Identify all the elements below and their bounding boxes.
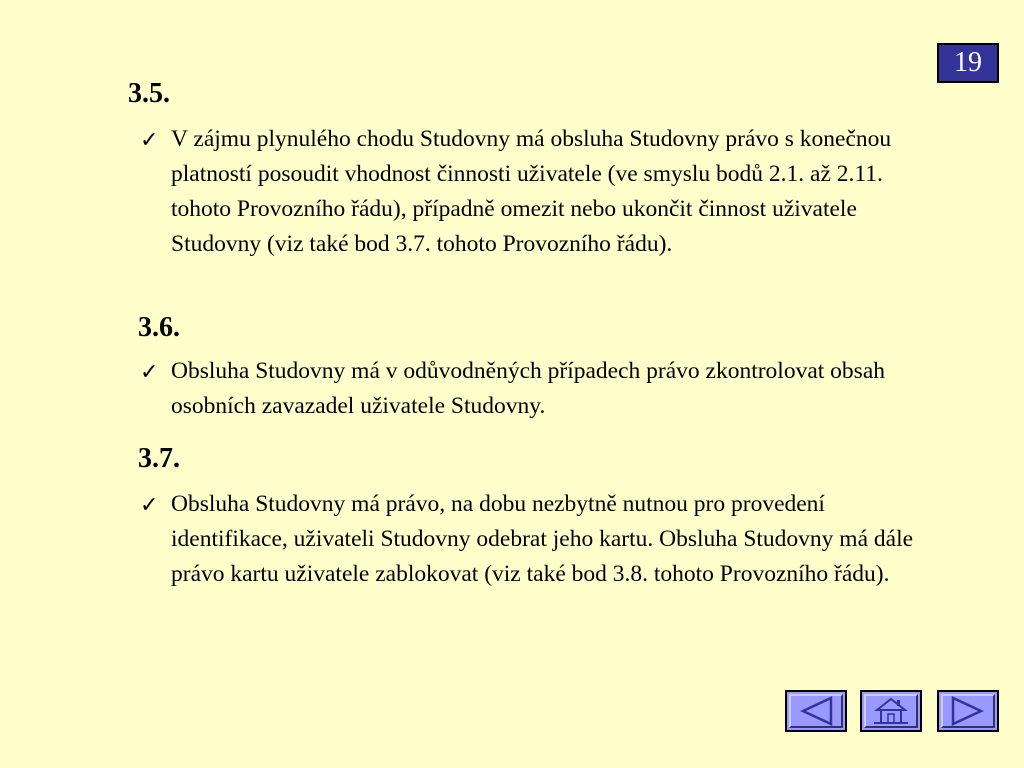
- list-item: [140, 122, 940, 262]
- section-text-3-6: Obsluha Studovny má v odůvodněných případech právo zkontrolovat obsah osobních zavazadel uživatele Studovny.: [171, 358, 885, 419]
- section-text-3-5: V zájmu plynulého chodu Studovny má obsluha Studovny právo s konečnou platností posoudit vhodnost činnosti uživatele (ve smyslu bodů 2.1. až 2.11. tohoto Provozního řádu), případně omezit nebo ukončit činnost uživatele Studovny (viz také bod 3.7. tohoto Provozního řádu).: [171, 126, 892, 257]
- section-heading-3-6: 3.6.: [138, 312, 180, 343]
- next-slide-button[interactable]: [937, 690, 999, 732]
- list-item: [140, 354, 940, 424]
- section-heading-3-7: 3.7.: [138, 443, 180, 474]
- section-text-3-7: Obsluha Studovny má právo, na dobu nezbytně nutnou pro provedení identifikace, uživateli Studovny odebrat jeho kartu. Obsluha Studovny má dále právo kartu uživatele zablokovat (viz také bod 3.8. tohoto Provozního řádu).: [171, 491, 914, 587]
- page-number-badge: 19: [937, 43, 999, 83]
- list-item: [140, 487, 940, 592]
- triangle-right-icon: [939, 692, 997, 730]
- previous-slide-button[interactable]: [785, 690, 847, 732]
- house-icon: [862, 692, 920, 730]
- triangle-left-icon: [787, 692, 845, 730]
- home-button[interactable]: [860, 690, 922, 732]
- section-heading-3-5: 3.5.: [128, 78, 170, 109]
- checkmark-icon: ✓: [140, 127, 159, 152]
- checkmark-icon: ✓: [140, 359, 159, 384]
- checkmark-icon: ✓: [140, 492, 159, 517]
